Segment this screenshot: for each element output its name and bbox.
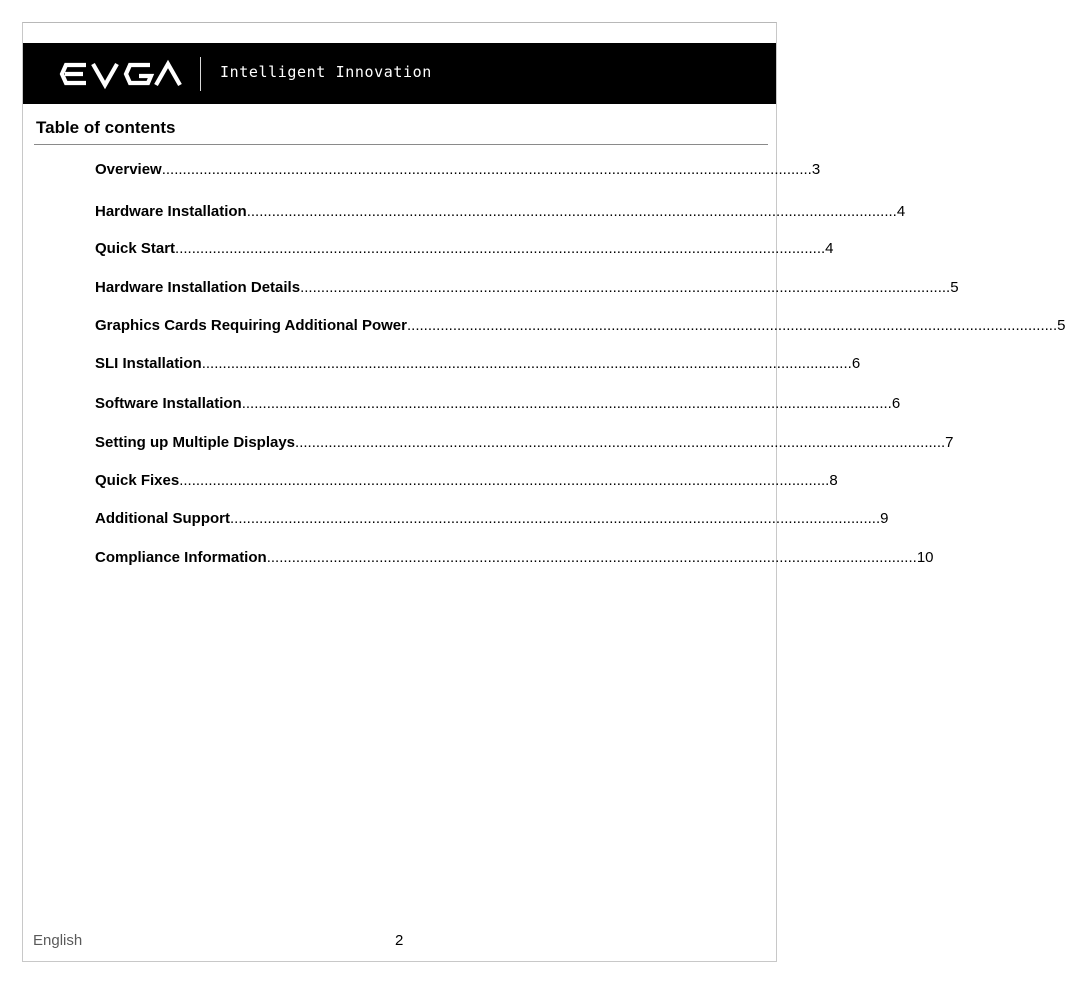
toc-entry-label: Software Installation	[95, 395, 242, 412]
toc-entry-graphics-cards-power[interactable]	[95, 317, 1065, 337]
evga-logo	[60, 57, 184, 91]
toc-entry-hardware-installation[interactable]	[95, 203, 906, 223]
dot-leader: ............................................................................................................................................................	[407, 317, 1058, 334]
toc-entry-page: 7	[945, 434, 954, 451]
tagline: Intelligent Innovation	[220, 63, 432, 81]
toc-entry-label: Quick Fixes	[95, 472, 180, 489]
toc-entry-page: 9	[880, 510, 889, 527]
toc-entry-sli-installation[interactable]	[95, 355, 861, 375]
toc-entry-label: Graphics Cards Requiring Additional Power	[95, 317, 407, 334]
toc-entry-additional-support[interactable]	[95, 510, 889, 530]
toc-entry-page: 6	[851, 355, 861, 372]
toc-entry-multiple-displays[interactable]	[95, 434, 954, 454]
toc-entry-overview[interactable]	[95, 161, 821, 181]
dot-leader: ............................................................................................................................................................	[295, 434, 946, 451]
toc-entry-label: Compliance Information	[95, 549, 267, 566]
dot-leader: ............................................................................................................................................................	[161, 161, 812, 178]
toc-entry-page: 8	[829, 472, 838, 489]
toc-title: Table of contents	[36, 118, 176, 137]
toc-entry-label: Hardware Installation	[95, 203, 247, 220]
header-banner	[23, 43, 776, 104]
toc-entry-label: Hardware Installation Details	[95, 279, 301, 296]
logo-divider	[200, 57, 201, 91]
toc-entry-label: Quick Start	[95, 240, 176, 257]
dot-leader: ............................................................................................................................................................	[246, 203, 897, 220]
toc-entry-label: Additional Support	[95, 510, 230, 527]
dot-leader: ............................................................................................................................................................	[300, 279, 951, 296]
toc-entry-quick-start[interactable]	[95, 240, 834, 260]
footer-language: English	[33, 932, 83, 949]
toc-entry-page: 10	[916, 549, 934, 566]
toc-entry-label: SLI Installation	[95, 355, 202, 372]
toc-entry-page: 4	[896, 203, 906, 220]
toc-entry-page: 4	[825, 240, 834, 257]
toc-divider	[34, 144, 768, 145]
dot-leader: ............................................................................................................................................................	[266, 549, 917, 566]
toc-entry-page: 6	[891, 395, 901, 412]
footer-page-number: 2	[395, 932, 404, 949]
dot-leader: ............................................................................................................................................................	[229, 510, 881, 527]
dot-leader: ............................................................................................................................................................	[175, 240, 826, 257]
toc-entry-software-installation[interactable]	[95, 395, 901, 415]
dot-leader: ............................................................................................................................................................	[179, 472, 830, 489]
document-page	[22, 22, 1065, 962]
dot-leader: ............................................................................................................................................................	[201, 355, 852, 372]
toc-entry-hardware-installation-details[interactable]	[95, 279, 959, 299]
toc-entry-compliance-information[interactable]	[95, 549, 934, 569]
dot-leader: ............................................................................................................................................................	[241, 395, 892, 412]
toc-entry-label: Overview	[95, 161, 162, 178]
toc-entry-page: 5	[950, 279, 959, 296]
toc-entry-page: 5	[1057, 317, 1065, 334]
toc-entry-label: Setting up Multiple Displays	[95, 434, 296, 451]
toc-entry-page: 3	[811, 161, 821, 178]
toc-entry-quick-fixes[interactable]	[95, 472, 838, 492]
